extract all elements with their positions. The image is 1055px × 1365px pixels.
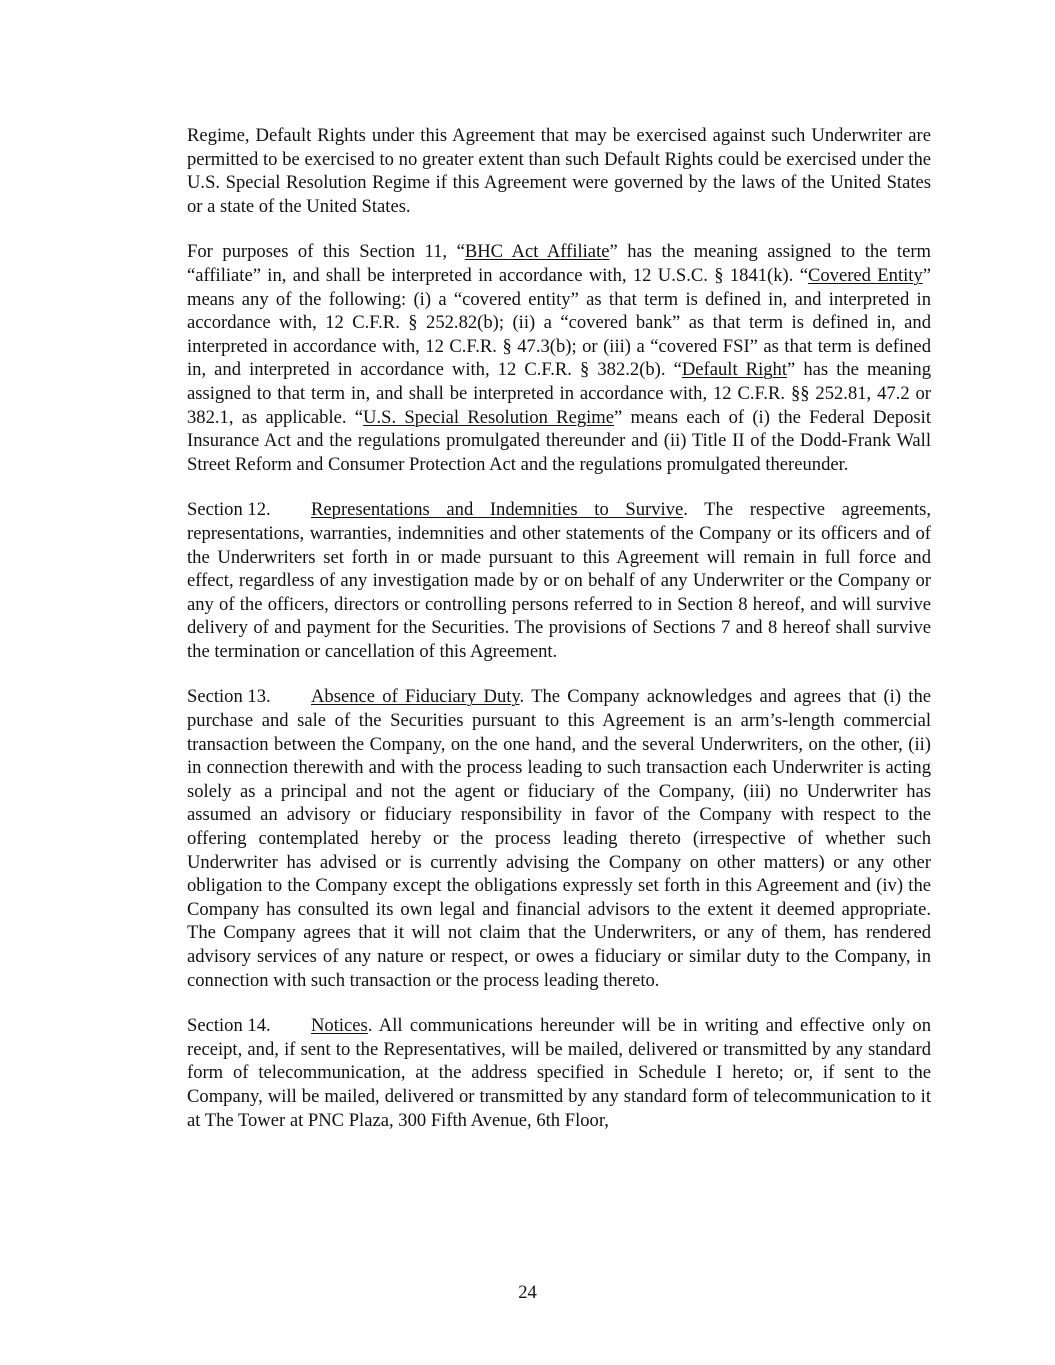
term-bhc-act-affiliate: BHC Act Affiliate	[464, 241, 610, 263]
section-14-number: Section 14.	[187, 1015, 271, 1037]
paragraph-text: Regime, Default Rights under this Agreement that may be exercised against such Underwriter are permitted to be exercised to no greater extent than such Default Rights could be exercised under the U.S. Special Resolution Regime if this Agreement were governed by the laws of the United States or a state of the United States.	[187, 125, 931, 217]
term-us-special-resolution-regime: U.S. Special Resolution Regime	[363, 406, 615, 428]
definitions-text-3: ” means any of the following: (i) a “covered entity” as that term is defined in, and interpreted in accordance with, 12 C.F.R. § 252.82(b); (ii) a “covered bank” as that term is defined in, and interpreted in accordance with, 12 C.F.R. § 47.3(b); or (iii) a “covered FSI” as that term is defined in, and interpreted in accordance with, 12 C.F.R. § 382.2(b). “	[187, 264, 932, 381]
section-12-heading: Representations and Indemnities to Survive	[311, 499, 684, 521]
section-14-body: . All communications hereunder will be in writing and effective only on receipt, and, if sent to the Representatives, will be mailed, delivered or transmitted by any standard form of telecommunication, at the address specified in Schedule I hereto; or, if sent to the Company, will be mailed, delivered or transmitted by any standard form of telecommunication to it at The Tower at PNC Plaza, 300 Fifth Avenue, 6th Floor,	[187, 1015, 931, 1131]
section-14	[187, 1014, 931, 1132]
definitions-text-5: ” means each of (i) the Federal Deposit Insurance Act and the regulations promulgated thereunder and (ii) Title II of the Dodd-Frank Wall Street Reform and Consumer Protection Act and the regulations promulgated thereunder.	[187, 406, 931, 475]
section-13-number: Section 13.	[187, 686, 271, 708]
paragraph-special-resolution-regime	[187, 124, 931, 218]
section-13-body: . The Company acknowledges and agrees that (i) the purchase and sale of the Securities pursuant to this Agreement is an arm’s-length commercial transaction between the Company, on the one hand, and the several Underwriters, on the other, (ii) in connection therewith and with the process leading to such transaction each Underwriter is acting solely as a principal and not the agent or fiduciary of the Company, (iii) no Underwriter has assumed an advisory or fiduciary responsibility in favor of the Company with respect to the offering contemplated hereby or the process leading thereto (irrespective of whether such Underwriter has advised or is currently advising the Company on other matters) or any other obligation to the Company except the obligations expressly set forth in this Agreement and (iv) the Company has consulted its own legal and financial advisors to the extent it deemed appropriate. The Company agrees that it will not claim that the Underwriters, or any of them, has rendered advisory services of any nature or respect, or owes a fiduciary or similar duty to the Company, in connection with such transaction or the process leading thereto.	[187, 686, 931, 991]
section-12-body: . The respective agreements, representations, warranties, indemnities and other statements of the Company or its officers and of the Underwriters set forth in or made pursuant to this Agreement will remain in full force and effect, regardless of any investigation made by or on behalf of any Underwriter or the Company or any of the officers, directors or controlling persons referred to in Section 8 hereof, and will survive delivery of and payment for the Securities. The provisions of Sections 7 and 8 hereof shall survive the termination or cancellation of this Agreement.	[187, 499, 931, 662]
term-default-right: Default Right	[681, 359, 788, 381]
page-body	[187, 124, 931, 1154]
section-13-heading: Absence of Fiduciary Duty	[311, 686, 520, 708]
page-number: 24	[518, 1282, 537, 1303]
term-covered-entity: Covered Entity	[807, 264, 923, 286]
section-12-number: Section 12.	[187, 499, 271, 521]
section-13	[187, 685, 931, 992]
paragraph-definitions	[187, 240, 931, 476]
definitions-text-4: ” has the meaning assigned to that term in, and shall be interpreted in accordance with, 12 C.F.R. §§ 252.81, 47.2 or 382.1, as applicable. “	[187, 359, 931, 428]
definitions-text-1: For purposes of this Section 11, “	[187, 241, 465, 263]
section-12	[187, 498, 931, 663]
section-14-heading: Notices	[311, 1015, 368, 1037]
definitions-text-2: ” has the meaning assigned to the term “affiliate” in, and shall be interpreted in accordance with, 12 U.S.C. § 1841(k). “	[187, 241, 931, 286]
